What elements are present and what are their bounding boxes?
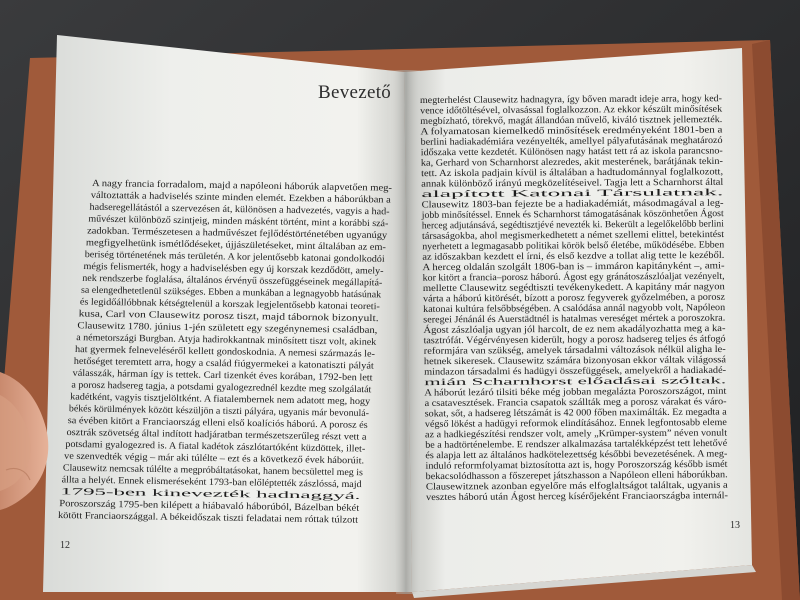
text-line: Clausewitz 1803-ban fejezte be a hadiakadémiát, másodmagával a leg- xyxy=(421,197,694,211)
text-line: jobb minősítéssel. Ennek és Scharnhorst támogatásának köszönhetően Ágost xyxy=(421,208,717,221)
text-line: beriség történetének más területén. A kor jelentősebb katonai gondolkodói xyxy=(84,249,370,265)
right-page-text xyxy=(420,93,729,503)
text-line: alapított Katonai Társulatnak. xyxy=(421,188,536,201)
text-line: be a hadtörténelembe. E rendszer alkalmazása tartalékképzést tett lehetővé xyxy=(425,438,712,451)
text-line: vence időtöltésével, olvasással foglalkozzon. Az ekkor készült minősítések xyxy=(420,103,708,117)
text-line: társaságokba, ahol megismerkedhetett a német szellemi elittel, betekintést xyxy=(422,229,706,242)
left-page-text xyxy=(58,178,392,526)
text-line: Poroszország 1795-ben kilépett a hiábavaló háborúból, Bázelban békét xyxy=(59,498,332,514)
text-line: kusa, Carl von Clausewitz porosz tiszt, majd tábornok bizonyult. xyxy=(78,308,328,324)
text-line: A háborút lezáró tilsiti béke még jobban megalázta Poroszországot, mint xyxy=(424,385,704,399)
text-line: hetnek sikeresek. Clausewitz számára bizonyosan ekkor váltak világossá xyxy=(423,354,704,368)
text-line: megfigyelhetünk ismétlődéseket, újjászületéseket, mint általában az em- xyxy=(85,237,364,253)
right-page-number: 13 xyxy=(730,520,740,531)
text-line: az időszakban kezdett el írni, és első kezdve a tollat alig tette le kezéből. xyxy=(422,250,701,263)
text-line: és legidőállóbbnak kétségtelenül a korszak legjelentősebb katonai teoreti- xyxy=(79,296,363,313)
text-line: ka, Gerhard von Scharnhorst alezredes, akit mesterének, barátjának tekin- xyxy=(420,155,705,169)
text-line: kadétként, vagyis tisztjelöltként. A fiatalembernek nem adatott meg, hogy xyxy=(70,391,353,407)
text-line: megbízható, törekvő, magát állandóan művelő, kiváló tisztnek jellemezték. xyxy=(420,114,709,127)
text-line: várta a háború kitörését, bízott a porosz fegyverek győzelmében, a porosz xyxy=(422,291,706,305)
text-line: mián Scharnhorst előadásai szóltak. xyxy=(424,376,562,389)
text-line: berlini hadiakadémiára vezényelték, amellyel pályafutásának meghatározó xyxy=(420,135,707,148)
text-line: végső lökést a hadügyi reformok elindításához. Ennek legfontosabb eleme xyxy=(424,417,711,430)
text-line: hadseregellátástól a szervezésen át, különösen a hadvezetés, vagyis a had- xyxy=(89,201,374,218)
text-line: békés körülmények között készüljön a tiszti pályára, ugyanis már bevonulá- xyxy=(68,403,361,419)
text-line: A herceg oldalán szolgált 1806-ban is – immáron kapitányként –, ami- xyxy=(422,260,693,274)
text-line: tett. Az iskola padjain kívül is általában a hadtudománnyal foglalkozott, xyxy=(421,166,697,180)
text-line: a németországi Burgban. Atyja hadirokkantnak minősített tiszt volt, akinek xyxy=(76,332,364,348)
text-line: kötött Franciaországgal. A békeidőszak tiszti feladatai nem róttak túlzott xyxy=(57,510,336,526)
text-line: válasszák, hárman így is tettek. Carl tizenkét éves korában, 1792-ben lett xyxy=(72,367,353,384)
text-line: nek rendszerbe foglalása, általános érvényű összefüggéseinek megállapítá- xyxy=(82,272,370,289)
text-line: a porosz hadsereg tagja, a potsdami gyalogezrednél kezdte meg szolgálatát xyxy=(71,379,359,396)
text-line: annak különböző irányú megközelítéseivel. Tagja lett a Scharnhorst által xyxy=(421,176,700,190)
text-line: potsdami gyalogezred is. A fiatal kadétok zászlótartóként küzdöttek, illet- xyxy=(65,438,348,455)
text-line: sa elengedhetetlenül szükséges. Ebben a munkában a legnagyobb hatásúnak xyxy=(81,284,373,301)
text-line: hetőséget teremtett arra, hogy a család fiúgyermekei a katonatiszti pályát xyxy=(73,355,354,372)
text-line: változtatták a hadviselés szinte minden elemét. Ezekben a háborúkban a xyxy=(90,189,368,206)
text-line: induló reformfolyamat biztosította azt is, hogy Poroszország később ismét xyxy=(425,458,711,472)
text-line: bekacsolódhasson a főszerepet játszhasson a Napóleon elleni háborúkban. xyxy=(425,469,710,483)
text-line: ve szenvedték végig – már aki túlélte – ezt és a következő évek háborúit. xyxy=(64,450,344,467)
text-line: reformjára van szükség, amelyek társadalmi változások nélkül aligha le- xyxy=(423,344,702,357)
text-line: sokat, sőt, a hadsereg létszámát is 42 000 főben maximálták. Ez megadta a xyxy=(424,406,712,420)
text-line: nyerhetett a legmagasabb politikai körök belső életébe, működésébe. Ebben xyxy=(422,239,714,253)
text-line: mégis felismerték, hogy a hadviselésben egy új korszak kezdődött, amely- xyxy=(83,261,369,277)
text-line: állta a helyét. Ennek elismeréseként 1793-ban előléptették zászlóssá, majd xyxy=(61,474,348,490)
text-line: 1795-ben kinevezték hadnaggyá. xyxy=(60,486,188,500)
left-page-number: 12 xyxy=(60,540,70,551)
text-line: megterhelést Clausewitz hadnagyra, így bőven maradt ideje arra, hogy ked- xyxy=(419,93,711,106)
text-line: zadokban. Természetesen a hadművészet fejlődéstörténetében ugyanúgy xyxy=(87,225,365,241)
text-line: osztrák szövetség által indított hadjáratban természetszerűleg részt vett a xyxy=(66,427,346,443)
text-line: tasztrófát. Végérvényesen kiderült, hogy a porosz hadsereg teljes és átfogó xyxy=(423,333,711,347)
text-line: hat gyermek felneveléséről kellett gondoskodnia. A nemesi származás le- xyxy=(74,344,357,360)
text-line: Clausewitznek azonban egyelőre más elfoglaltságot találtak, ugyanis a xyxy=(425,479,697,493)
chapter-title: Bevezető xyxy=(318,82,392,103)
text-line: mindazon társadalmi és hadügyi összefüggések, amelyekről a hadiakadé- xyxy=(424,364,705,378)
text-line: Clausewitz 1780. június 1-jén született egy szegénynemesi családban, xyxy=(77,320,346,336)
text-line: A folyamatosan kiemelkedő minősítések eredményeként 1801-ben a xyxy=(420,124,683,138)
text-line: A nagy francia forradalom, majd a napóleoni háborúk alapvetően meg- xyxy=(91,178,365,194)
text-line: Ágost zászlóalja ugyan jól harcolt, de ez nem akadályozhatta meg a ka- xyxy=(423,323,698,336)
text-line: a csatavesztések. Francia csapatok szállták meg a porosz várakat és váro- xyxy=(424,396,706,409)
text-line: seregei Jénánál és Auerstädtnél is hatalmas vereséget mértek a poroszokra. xyxy=(423,312,710,326)
text-line: sa évében kitört a Franciaország elleni első koalíciós háború. A porosz és xyxy=(67,415,349,431)
text-line: herceg adjutánsává, segédtisztjévé nevezték ki. Bekerült a legelőkelőbb berlini xyxy=(421,218,725,232)
text-line: és alapja lett az általános hadkötelezettség későbbi bevezetésének. A meg- xyxy=(425,448,710,462)
text-line: katonai kultúra felsőbbségében. A csalódása annál nagyobb volt, Napóleon xyxy=(423,302,711,315)
text-line: időszaka vette kezdetét. Különösen nagy hatást tett rá az iskola parancsno- xyxy=(420,145,708,159)
text-line: vesztes háború után Ágost herceg kísérőjeként Franciaországba internál- xyxy=(425,490,705,503)
text-line: művészet különböző szintjeig, minden másként történt, mint a korábbi szá- xyxy=(88,213,377,230)
text-line: Clausewitz nemcsak túlélte a megpróbáltatásokat, hanem becsülettel meg is xyxy=(62,462,354,479)
text-line: az a hadkiegészítési rendszer volt, amely „Krümper-system” néven vonult xyxy=(425,427,710,441)
text-line: mellette Clausewitz segédtiszti tevékenykedett. A kapitány már nagyon xyxy=(422,281,697,295)
text-line: kor kitört a francia–porosz háború. Ágost egy gránátoszászlóaljat vezényelt, xyxy=(422,270,715,284)
